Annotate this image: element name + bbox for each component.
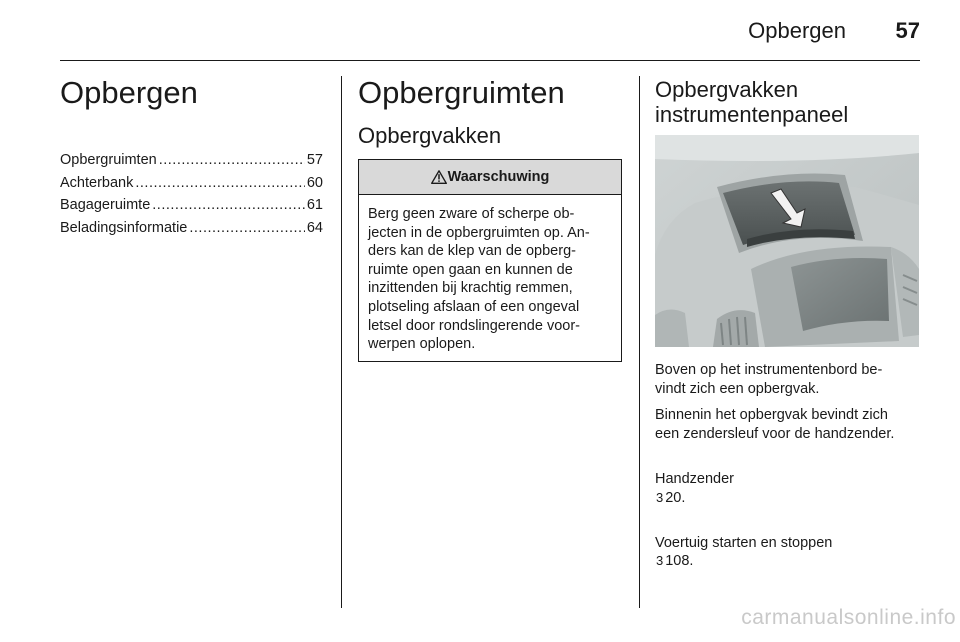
toc-entry[interactable] [60,149,323,172]
column-2 [358,75,622,362]
warning-header [359,160,621,195]
watermark: carmanualsonline.info [741,606,956,629]
subsection-title: Opbergvakken [358,123,502,148]
toc-entry-page: 64 [306,219,323,236]
column-divider-left [341,76,342,608]
column-1 [60,75,323,239]
toc-leader-dots [159,149,305,172]
warning-title: Waarschuwing [447,169,550,185]
section-title: Opbergruimten [358,75,565,110]
toc-entry-page: 60 [306,174,323,191]
paragraph-with-reference [655,515,920,571]
column-3 [655,77,920,571]
toc-leader-dots [135,172,305,195]
header-rule [60,60,920,61]
toc-entry-title: Opbergruimten [60,152,157,168]
toc-entry[interactable] [60,217,323,240]
paragraph-text: Voertuig starten en stoppen [655,534,833,551]
table-of-contents [60,149,323,239]
page-number: 57 [895,18,920,43]
toc-leader-dots [189,217,305,240]
toc-entry-page: 57 [306,152,323,168]
section-title: Opbergvakken instrumentenpaneel [655,77,849,127]
column-divider-right [639,76,640,608]
toc-entry-title: Beladingsinformatie [60,219,188,236]
page-reference-arrow-icon: 3 [656,553,664,569]
toc-entry-title: Achterbank [60,174,134,191]
toc-entry[interactable] [60,172,323,195]
chapter-title: Opbergen [60,75,198,110]
page-reference[interactable]: 108. [665,553,694,570]
warning-triangle-icon [431,170,447,184]
paragraph: Boven op het instrumentenbord be- vindt zich een opbergvak. [655,362,883,397]
toc-entry[interactable] [60,194,323,217]
paragraph-text: Handzender [655,470,734,487]
toc-entry-page: 61 [306,197,323,213]
dashboard-storage-illustration [655,135,919,347]
page-reference[interactable]: 20. [665,489,686,506]
warning-box [358,159,622,362]
toc-entry-title: Bagageruimte [60,197,151,213]
page-header-title: Opbergen [748,18,846,43]
paragraph: Binnenin het opbergvak bevindt zich een zendersleuf voor de handzender. [655,407,895,442]
toc-leader-dots [152,194,305,217]
page-reference-arrow-icon: 3 [656,489,664,505]
paragraph-with-reference [655,451,920,507]
warning-text: Berg geen zware of scherpe ob- jecten in de opbergruimten op. An- ders kan de klep van de opberg- ruimte open gaan en kunnen de inzittenden bij krachtig remmen, plotseling afslaan of een ongeval letsel door rondslingerende voor- werpen oplopen. [368,206,590,353]
